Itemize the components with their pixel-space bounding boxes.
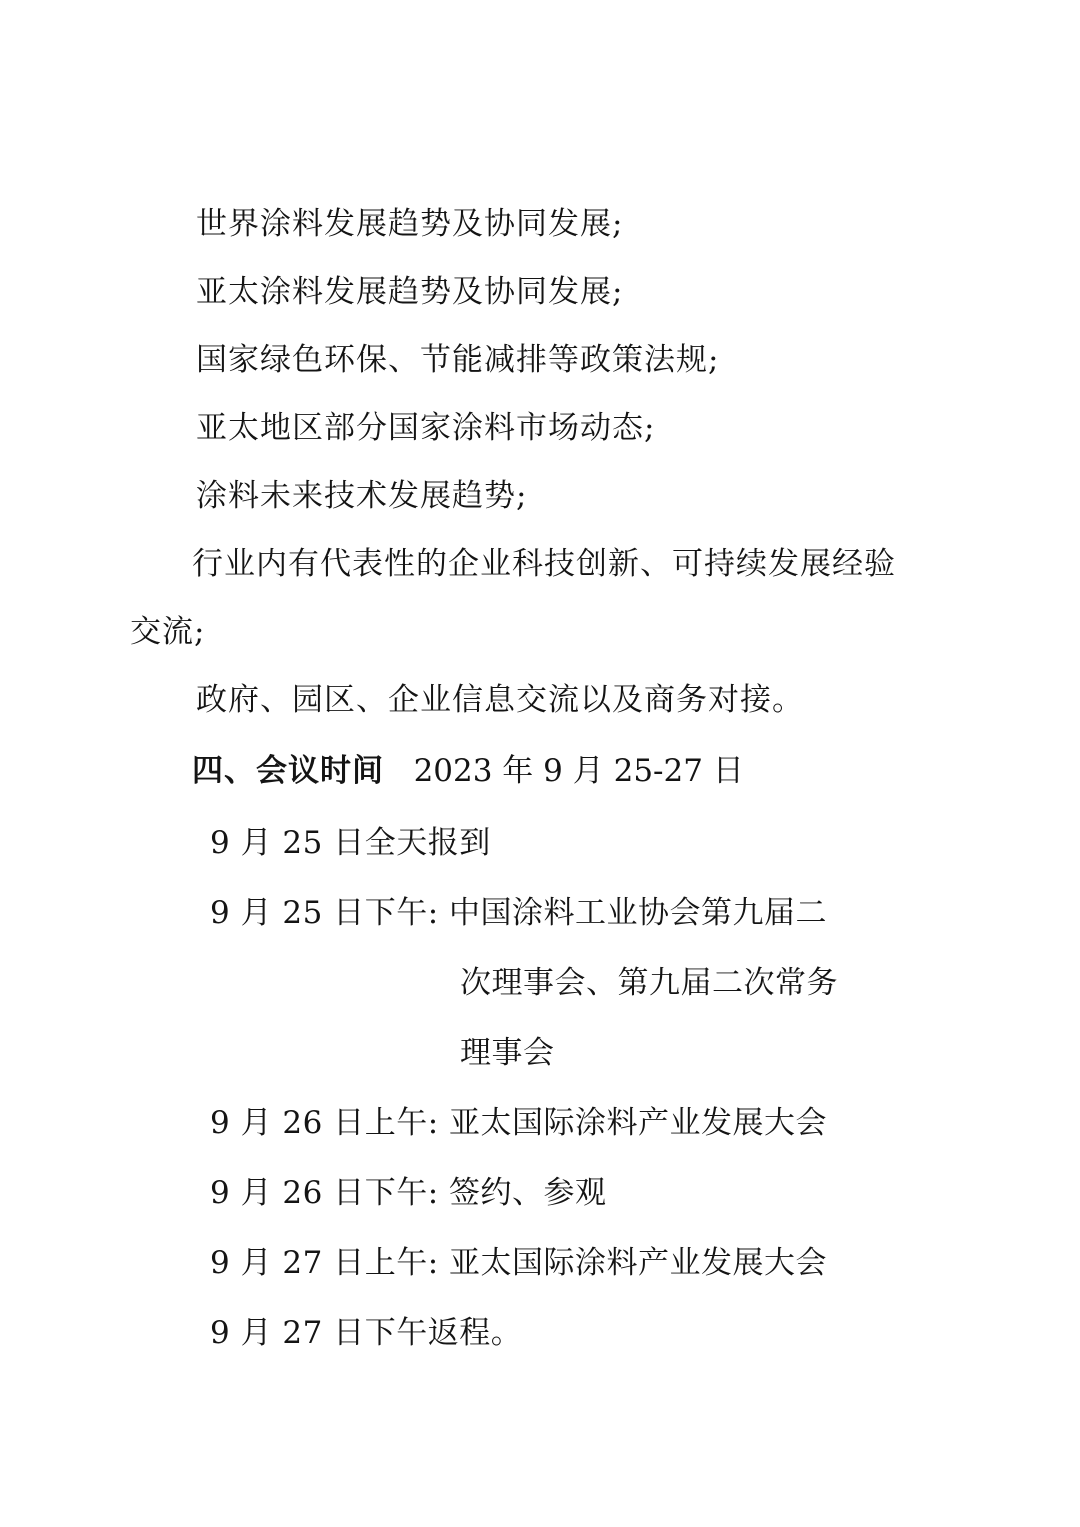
- topic-item: 涂料未来技术发展趋势;: [196, 478, 528, 514]
- schedule-item: 9 月 25 日下午: 中国涂料工业协会第九届二: [210, 895, 828, 931]
- topic-item: 亚太涂料发展趋势及协同发展;: [196, 274, 624, 310]
- section-heading-spacer: [384, 753, 414, 789]
- topic-item-wrapped-second: 交流;: [130, 614, 206, 650]
- topic-item: 国家绿色环保、节能减排等政策法规;: [196, 342, 720, 378]
- topic-item: 亚太地区部分国家涂料市场动态;: [196, 410, 656, 446]
- schedule-item: 9 月 27 日上午: 亚太国际涂料产业发展大会: [210, 1245, 828, 1281]
- schedule-item-continuation: 理事会: [460, 1035, 555, 1071]
- topic-item-wrapped-first: 行业内有代表性的企业科技创新、可持续发展经验: [192, 546, 896, 582]
- topic-item-last: 政府、园区、企业信息交流以及商务对接。: [196, 682, 804, 718]
- section-heading-title: 四、会议时间: [192, 753, 384, 789]
- schedule-item: 9 月 26 日下午: 签约、参观: [210, 1175, 607, 1211]
- schedule-item-continuation: 次理事会、第九届二次常务: [460, 965, 838, 1001]
- schedule-item: 9 月 25 日全天报到: [210, 825, 491, 861]
- section-heading-date: 2023 年 9 月 25-27 日: [413, 753, 744, 789]
- schedule-item: 9 月 27 日下午返程。: [210, 1315, 523, 1351]
- section-heading: [130, 734, 960, 808]
- document-body: [130, 190, 960, 1368]
- schedule-item: 9 月 26 日上午: 亚太国际涂料产业发展大会: [210, 1105, 828, 1141]
- topic-item: 世界涂料发展趋势及协同发展;: [196, 206, 624, 242]
